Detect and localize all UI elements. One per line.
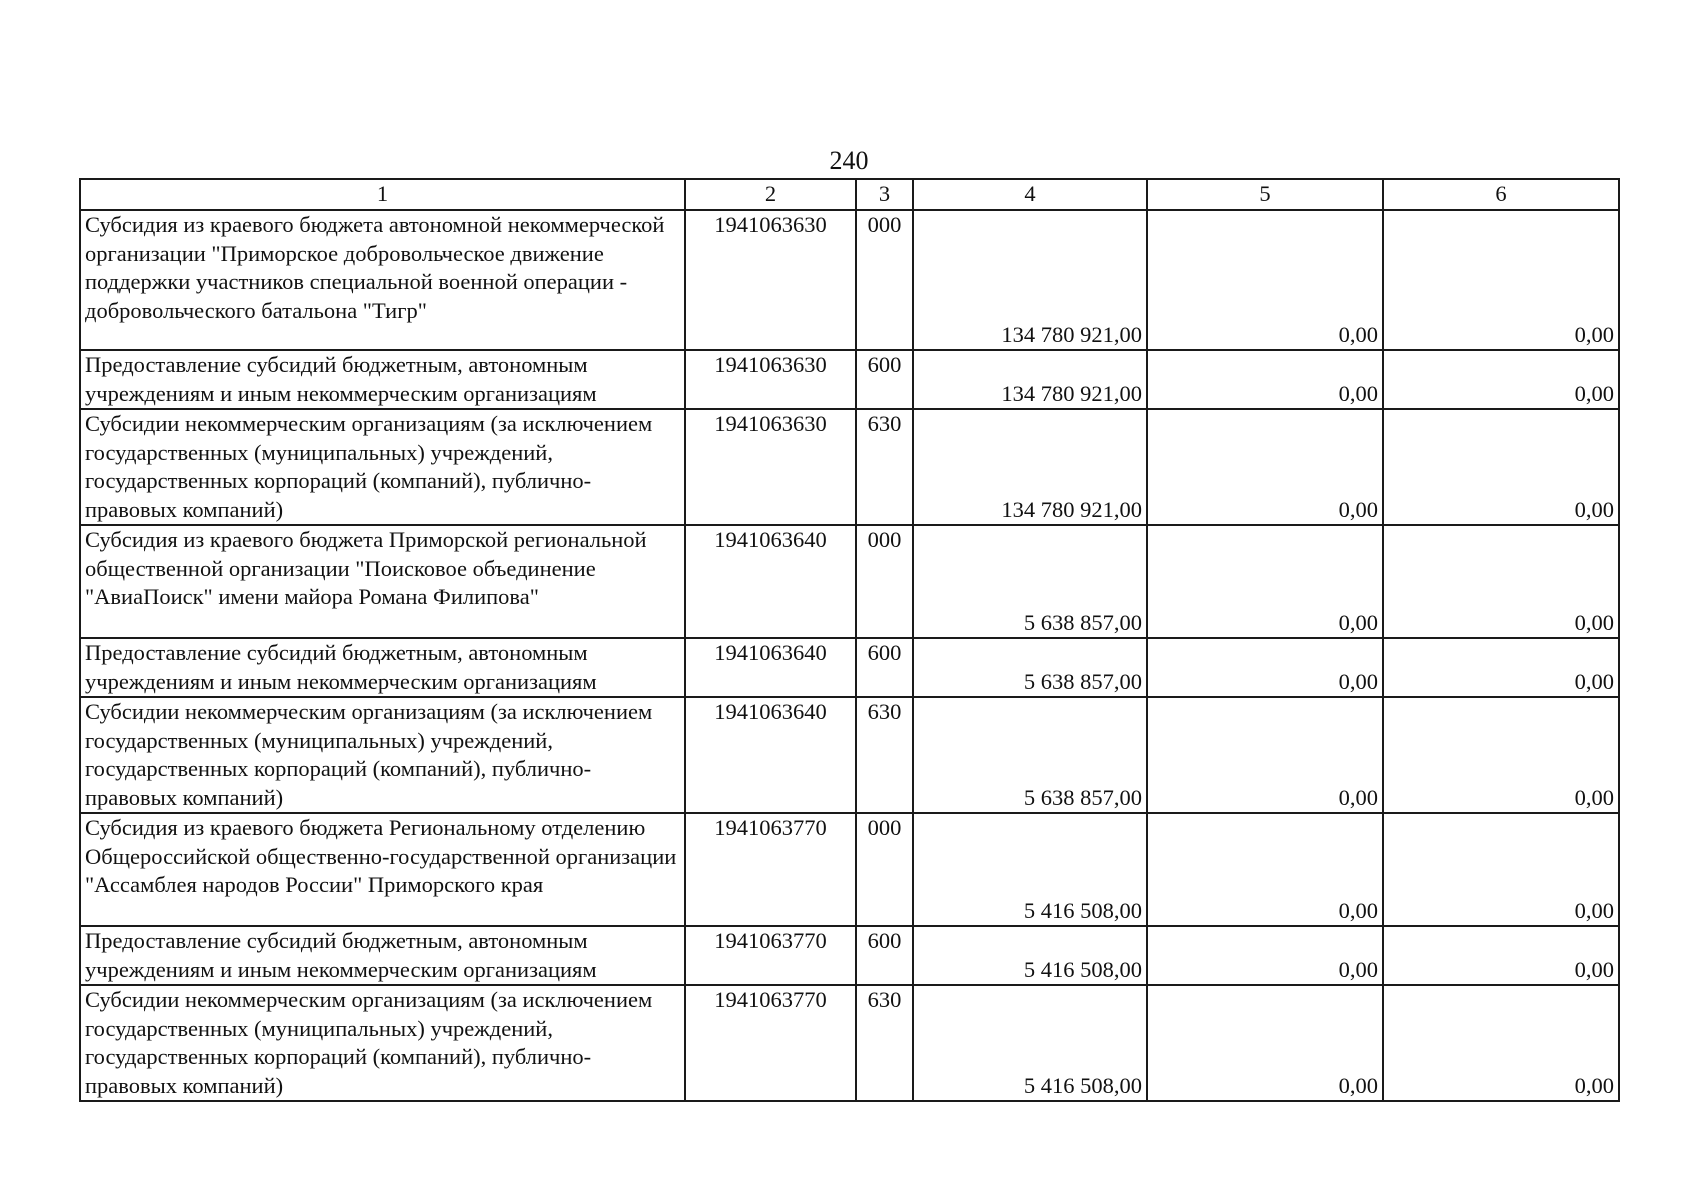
table-row bbox=[80, 525, 1619, 638]
row-value-6: 0,00 bbox=[1383, 638, 1619, 697]
row-code: 1941063770 bbox=[685, 926, 856, 985]
row-name: Субсидии некоммерческим организациям (за исключением государственных (муниципальных) учреждений, государственных корпораций (компаний), публично-правовых компаний) bbox=[80, 697, 685, 813]
row-value-6: 0,00 bbox=[1383, 409, 1619, 525]
row-name: Предоставление субсидий бюджетным, автономным учреждениям и иным некоммерческим организациям bbox=[80, 350, 685, 409]
row-value-4: 134 780 921,00 bbox=[913, 350, 1147, 409]
row-code: 1941063770 bbox=[685, 985, 856, 1101]
row-value-4: 5 416 508,00 bbox=[913, 985, 1147, 1101]
row-value-6: 0,00 bbox=[1383, 350, 1619, 409]
row-name: Предоставление субсидий бюджетным, автономным учреждениям и иным некоммерческим организациям bbox=[80, 926, 685, 985]
row-code: 1941063770 bbox=[685, 813, 856, 926]
row-type: 600 bbox=[856, 638, 913, 697]
row-value-6: 0,00 bbox=[1383, 210, 1619, 350]
row-type: 630 bbox=[856, 697, 913, 813]
row-value-5: 0,00 bbox=[1147, 985, 1383, 1101]
row-value-6: 0,00 bbox=[1383, 985, 1619, 1101]
row-value-5: 0,00 bbox=[1147, 210, 1383, 350]
header-col-3: 3 bbox=[856, 179, 913, 210]
row-value-5: 0,00 bbox=[1147, 697, 1383, 813]
row-name: Субсидия из краевого бюджета Приморской региональной общественной организации "Поисковое объединение "АвиаПоиск" имени майора Романа Филипова" bbox=[80, 525, 685, 638]
row-type: 600 bbox=[856, 350, 913, 409]
row-code: 1941063640 bbox=[685, 697, 856, 813]
row-value-4: 5 416 508,00 bbox=[913, 926, 1147, 985]
row-code: 1941063630 bbox=[685, 350, 856, 409]
row-type: 630 bbox=[856, 985, 913, 1101]
header-col-5: 5 bbox=[1147, 179, 1383, 210]
row-value-5: 0,00 bbox=[1147, 926, 1383, 985]
row-code: 1941063630 bbox=[685, 409, 856, 525]
row-type: 630 bbox=[856, 409, 913, 525]
table-row bbox=[80, 210, 1619, 350]
row-name: Предоставление субсидий бюджетным, автономным учреждениям и иным некоммерческим организациям bbox=[80, 638, 685, 697]
row-type: 000 bbox=[856, 813, 913, 926]
table-row bbox=[80, 638, 1619, 697]
row-code: 1941063630 bbox=[685, 210, 856, 350]
row-value-4: 5 638 857,00 bbox=[913, 525, 1147, 638]
row-name: Субсидии некоммерческим организациям (за исключением государственных (муниципальных) учреждений, государственных корпораций (компаний), публично-правовых компаний) bbox=[80, 985, 685, 1101]
row-value-5: 0,00 bbox=[1147, 350, 1383, 409]
row-name: Субсидии некоммерческим организациям (за исключением государственных (муниципальных) учреждений, государственных корпораций (компаний), публично-правовых компаний) bbox=[80, 409, 685, 525]
row-value-4: 5 638 857,00 bbox=[913, 638, 1147, 697]
table-row bbox=[80, 409, 1619, 525]
table-row bbox=[80, 697, 1619, 813]
budget-table bbox=[79, 178, 1620, 1102]
row-value-4: 134 780 921,00 bbox=[913, 409, 1147, 525]
table-row bbox=[80, 813, 1619, 926]
row-name: Субсидия из краевого бюджета Региональному отделению Общероссийской общественно-государственной организации "Ассамблея народов России" Приморского края bbox=[80, 813, 685, 926]
row-type: 000 bbox=[856, 210, 913, 350]
table-body bbox=[80, 210, 1619, 1101]
row-code: 1941063640 bbox=[685, 525, 856, 638]
header-col-2: 2 bbox=[685, 179, 856, 210]
row-type: 600 bbox=[856, 926, 913, 985]
row-value-6: 0,00 bbox=[1383, 813, 1619, 926]
header-col-1: 1 bbox=[80, 179, 685, 210]
row-name: Субсидия из краевого бюджета автономной некоммерческой организации "Приморское добровольческое движение поддержки участников специальной военной операции - добровольческого батальона "Тигр" bbox=[80, 210, 685, 350]
header-row bbox=[80, 179, 1619, 210]
row-value-6: 0,00 bbox=[1383, 926, 1619, 985]
row-value-4: 5 416 508,00 bbox=[913, 813, 1147, 926]
header-col-6: 6 bbox=[1383, 179, 1619, 210]
row-value-5: 0,00 bbox=[1147, 525, 1383, 638]
table-row bbox=[80, 926, 1619, 985]
row-value-4: 5 638 857,00 bbox=[913, 697, 1147, 813]
row-code: 1941063640 bbox=[685, 638, 856, 697]
header-col-4: 4 bbox=[913, 179, 1147, 210]
row-value-6: 0,00 bbox=[1383, 697, 1619, 813]
row-value-5: 0,00 bbox=[1147, 638, 1383, 697]
row-value-5: 0,00 bbox=[1147, 409, 1383, 525]
row-value-5: 0,00 bbox=[1147, 813, 1383, 926]
page-number: 240 bbox=[829, 146, 869, 175]
table-row bbox=[80, 350, 1619, 409]
table-header bbox=[80, 179, 1619, 210]
row-type: 000 bbox=[856, 525, 913, 638]
table-row bbox=[80, 985, 1619, 1101]
row-value-4: 134 780 921,00 bbox=[913, 210, 1147, 350]
row-value-6: 0,00 bbox=[1383, 525, 1619, 638]
